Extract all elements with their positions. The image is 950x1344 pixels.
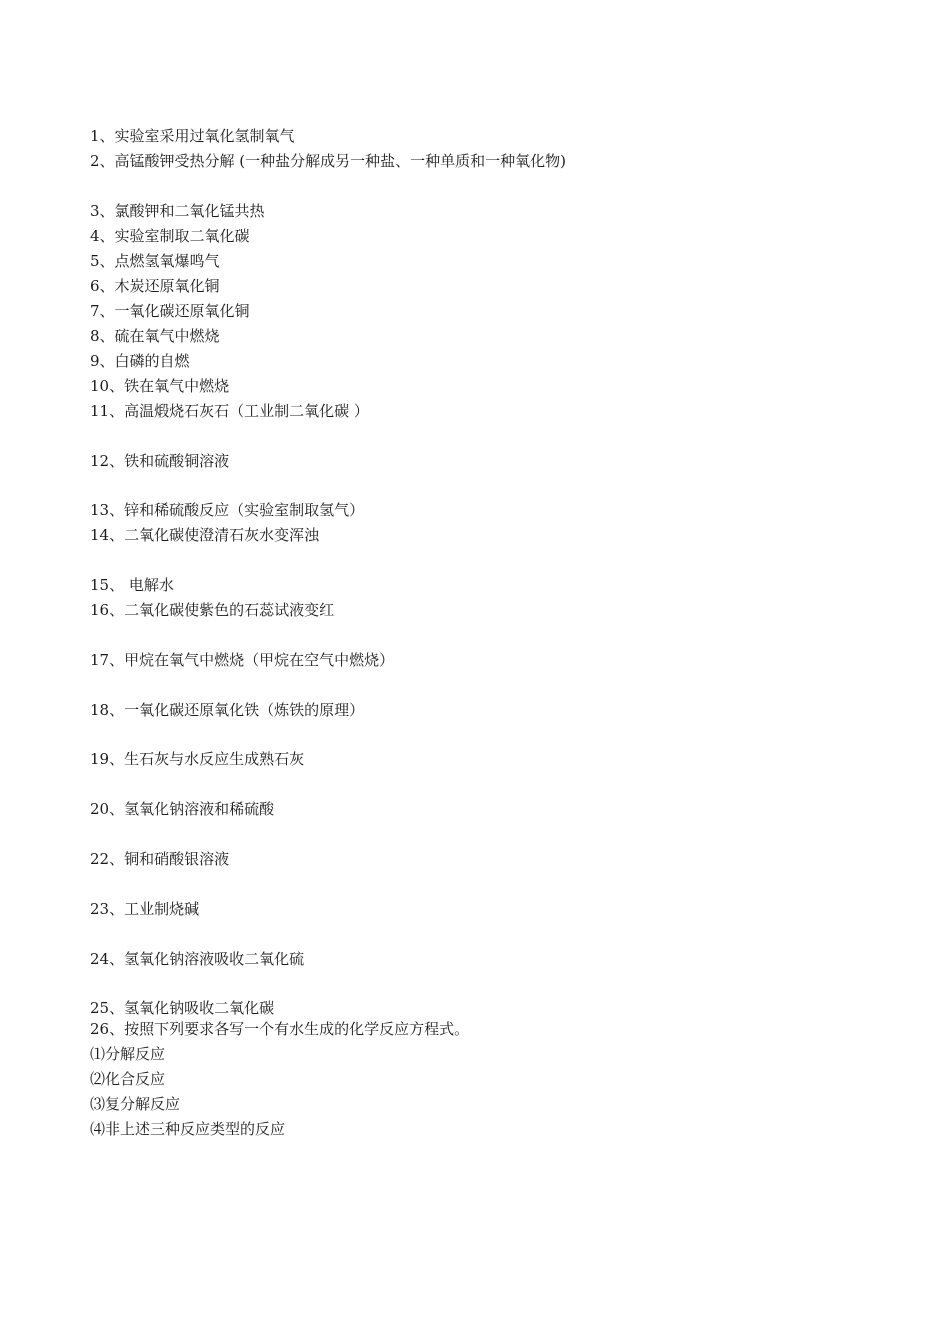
question-25: 25、氢氧化钠吸收二氧化碳 — [90, 999, 275, 1017]
question-23: 23、工业制烧碱 — [90, 900, 200, 918]
question-20: 20、氢氧化钠溶液和稀硫酸 — [90, 800, 275, 818]
question-4: 4、实验室制取二氧化碳 — [90, 227, 250, 245]
subquestion-4: ⑷非上述三种反应类型的反应 — [90, 1120, 286, 1138]
question-3: 3、氯酸钾和二氧化锰共热 — [90, 202, 265, 220]
question-2: 2、高锰酸钾受热分解 (一种盐分解成另一种盐、一种单质和一种氧化物) — [90, 152, 567, 170]
question-12: 12、铁和硫酸铜溶液 — [90, 452, 230, 470]
subquestion-1: ⑴分解反应 — [90, 1045, 166, 1063]
question-17: 17、甲烷在氧气中燃烧（甲烷在空气中燃烧） — [90, 651, 395, 669]
question-1: 1、实验室采用过氧化氢制氧气 — [90, 127, 295, 145]
question-19: 19、生石灰与水反应生成熟石灰 — [90, 750, 305, 768]
question-15: 15、 电解水 — [90, 576, 174, 594]
question-24: 24、氢氧化钠溶液吸收二氧化硫 — [90, 950, 305, 968]
question-5: 5、点燃氢氧爆鸣气 — [90, 252, 220, 270]
question-9: 9、白磷的自燃 — [90, 352, 190, 370]
question-16: 16、二氧化碳使紫色的石蕊试液变红 — [90, 601, 335, 619]
subquestion-2: ⑵化合反应 — [90, 1070, 166, 1088]
question-22: 22、铜和硝酸银溶液 — [90, 850, 230, 868]
question-7: 7、一氧化碳还原氧化铜 — [90, 302, 250, 320]
question-14: 14、二氧化碳使澄清石灰水变浑浊 — [90, 526, 320, 544]
question-11: 11、高温煅烧石灰石（工业制二氧化碳 ） — [90, 402, 369, 420]
question-10: 10、铁在氧气中燃烧 — [90, 377, 230, 395]
question-8: 8、硫在氧气中燃烧 — [90, 327, 220, 345]
question-18: 18、一氧化碳还原氧化铁（炼铁的原理） — [90, 701, 365, 719]
question-13: 13、锌和稀硫酸反应（实验室制取氢气） — [90, 501, 365, 519]
subquestion-3: ⑶复分解反应 — [90, 1095, 181, 1113]
question-6: 6、木炭还原氧化铜 — [90, 277, 220, 295]
question-26: 26、按照下列要求各写一个有水生成的化学反应方程式。 — [90, 1020, 470, 1038]
